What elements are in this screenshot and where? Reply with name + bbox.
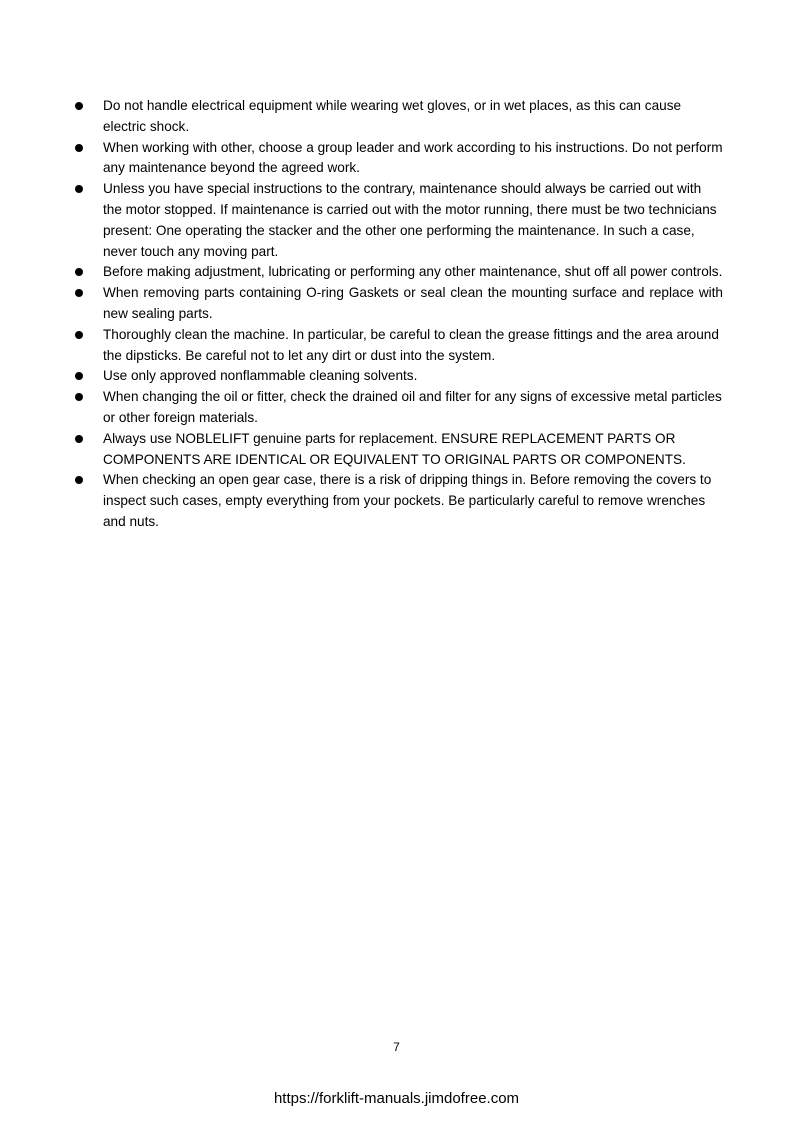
list-item-text: When checking an open gear case, there is a risk of dripping things in. Before removing the covers to inspect such cases, empty everything from your pockets. Be particularly careful to remove wrenches and nuts. [103,472,712,529]
bullet-dot-icon [75,393,83,401]
list-item-text: Before making adjustment, lubricating or performing any other maintenance, shut off all power controls. [103,264,723,280]
bullet-dot-icon [75,185,83,193]
list-item [73,325,723,367]
bullet-dot-icon [75,331,83,339]
list-item-text: Unless you have special instructions to the contrary, maintenance should always be carried out with the motor stopped. If maintenance is carried out with the motor running, there must be two technicians present: One operating the stacker and the other one performing the maintenance. In such a case, never touch any moving part. [103,181,717,259]
list-item [73,138,723,180]
page-number: 7 [393,1040,400,1054]
bullet-dot-icon [75,476,83,484]
list-item-text: Thoroughly clean the machine. In particular, be careful to clean the grease fittings and the area around the dipsticks. Be careful not to let any dirt or dust into the system. [103,326,719,363]
list-item-text: Always use NOBLELIFT genuine parts for replacement. ENSURE REPLACEMENT PARTS OR COMPONENTS ARE IDENTICAL OR EQUIVALENT TO ORIGINAL PARTS OR COMPONENTS. [103,430,686,467]
list-item-text: When working with other, choose a group leader and work according to his instructions. Do not perform any maintenance beyond the agreed work. [103,139,723,176]
bullet-dot-icon [75,435,83,443]
list-item-text: When changing the oil or fitter, check the drained oil and filter for any signs of excessive metal particles or other foreign materials. [103,389,722,425]
list-item [73,96,723,138]
list-item-text: Use only approved nonflammable cleaning solvents. [103,368,418,384]
list-item [73,262,723,283]
list-item [73,179,723,262]
footer-url: https://forklift-manuals.jimdofree.com [273,1090,520,1107]
bullet-dot-icon [75,268,83,276]
safety-bullet-list [73,96,723,533]
bullet-dot-icon [75,289,83,297]
bullet-dot-icon [75,144,83,152]
list-item [73,429,723,471]
bullet-dot-icon [75,372,83,380]
list-item [73,283,723,325]
list-item [73,470,723,532]
list-item [73,387,723,429]
list-item-text: When removing parts containing O-ring Gaskets or seal clean the mounting surface and replace with new sealing parts. [103,285,723,321]
list-item-text: Do not handle electrical equipment while wearing wet gloves, or in wet places, as this can cause electric shock. [103,98,682,134]
bullet-dot-icon [75,102,83,110]
list-item [73,366,723,387]
